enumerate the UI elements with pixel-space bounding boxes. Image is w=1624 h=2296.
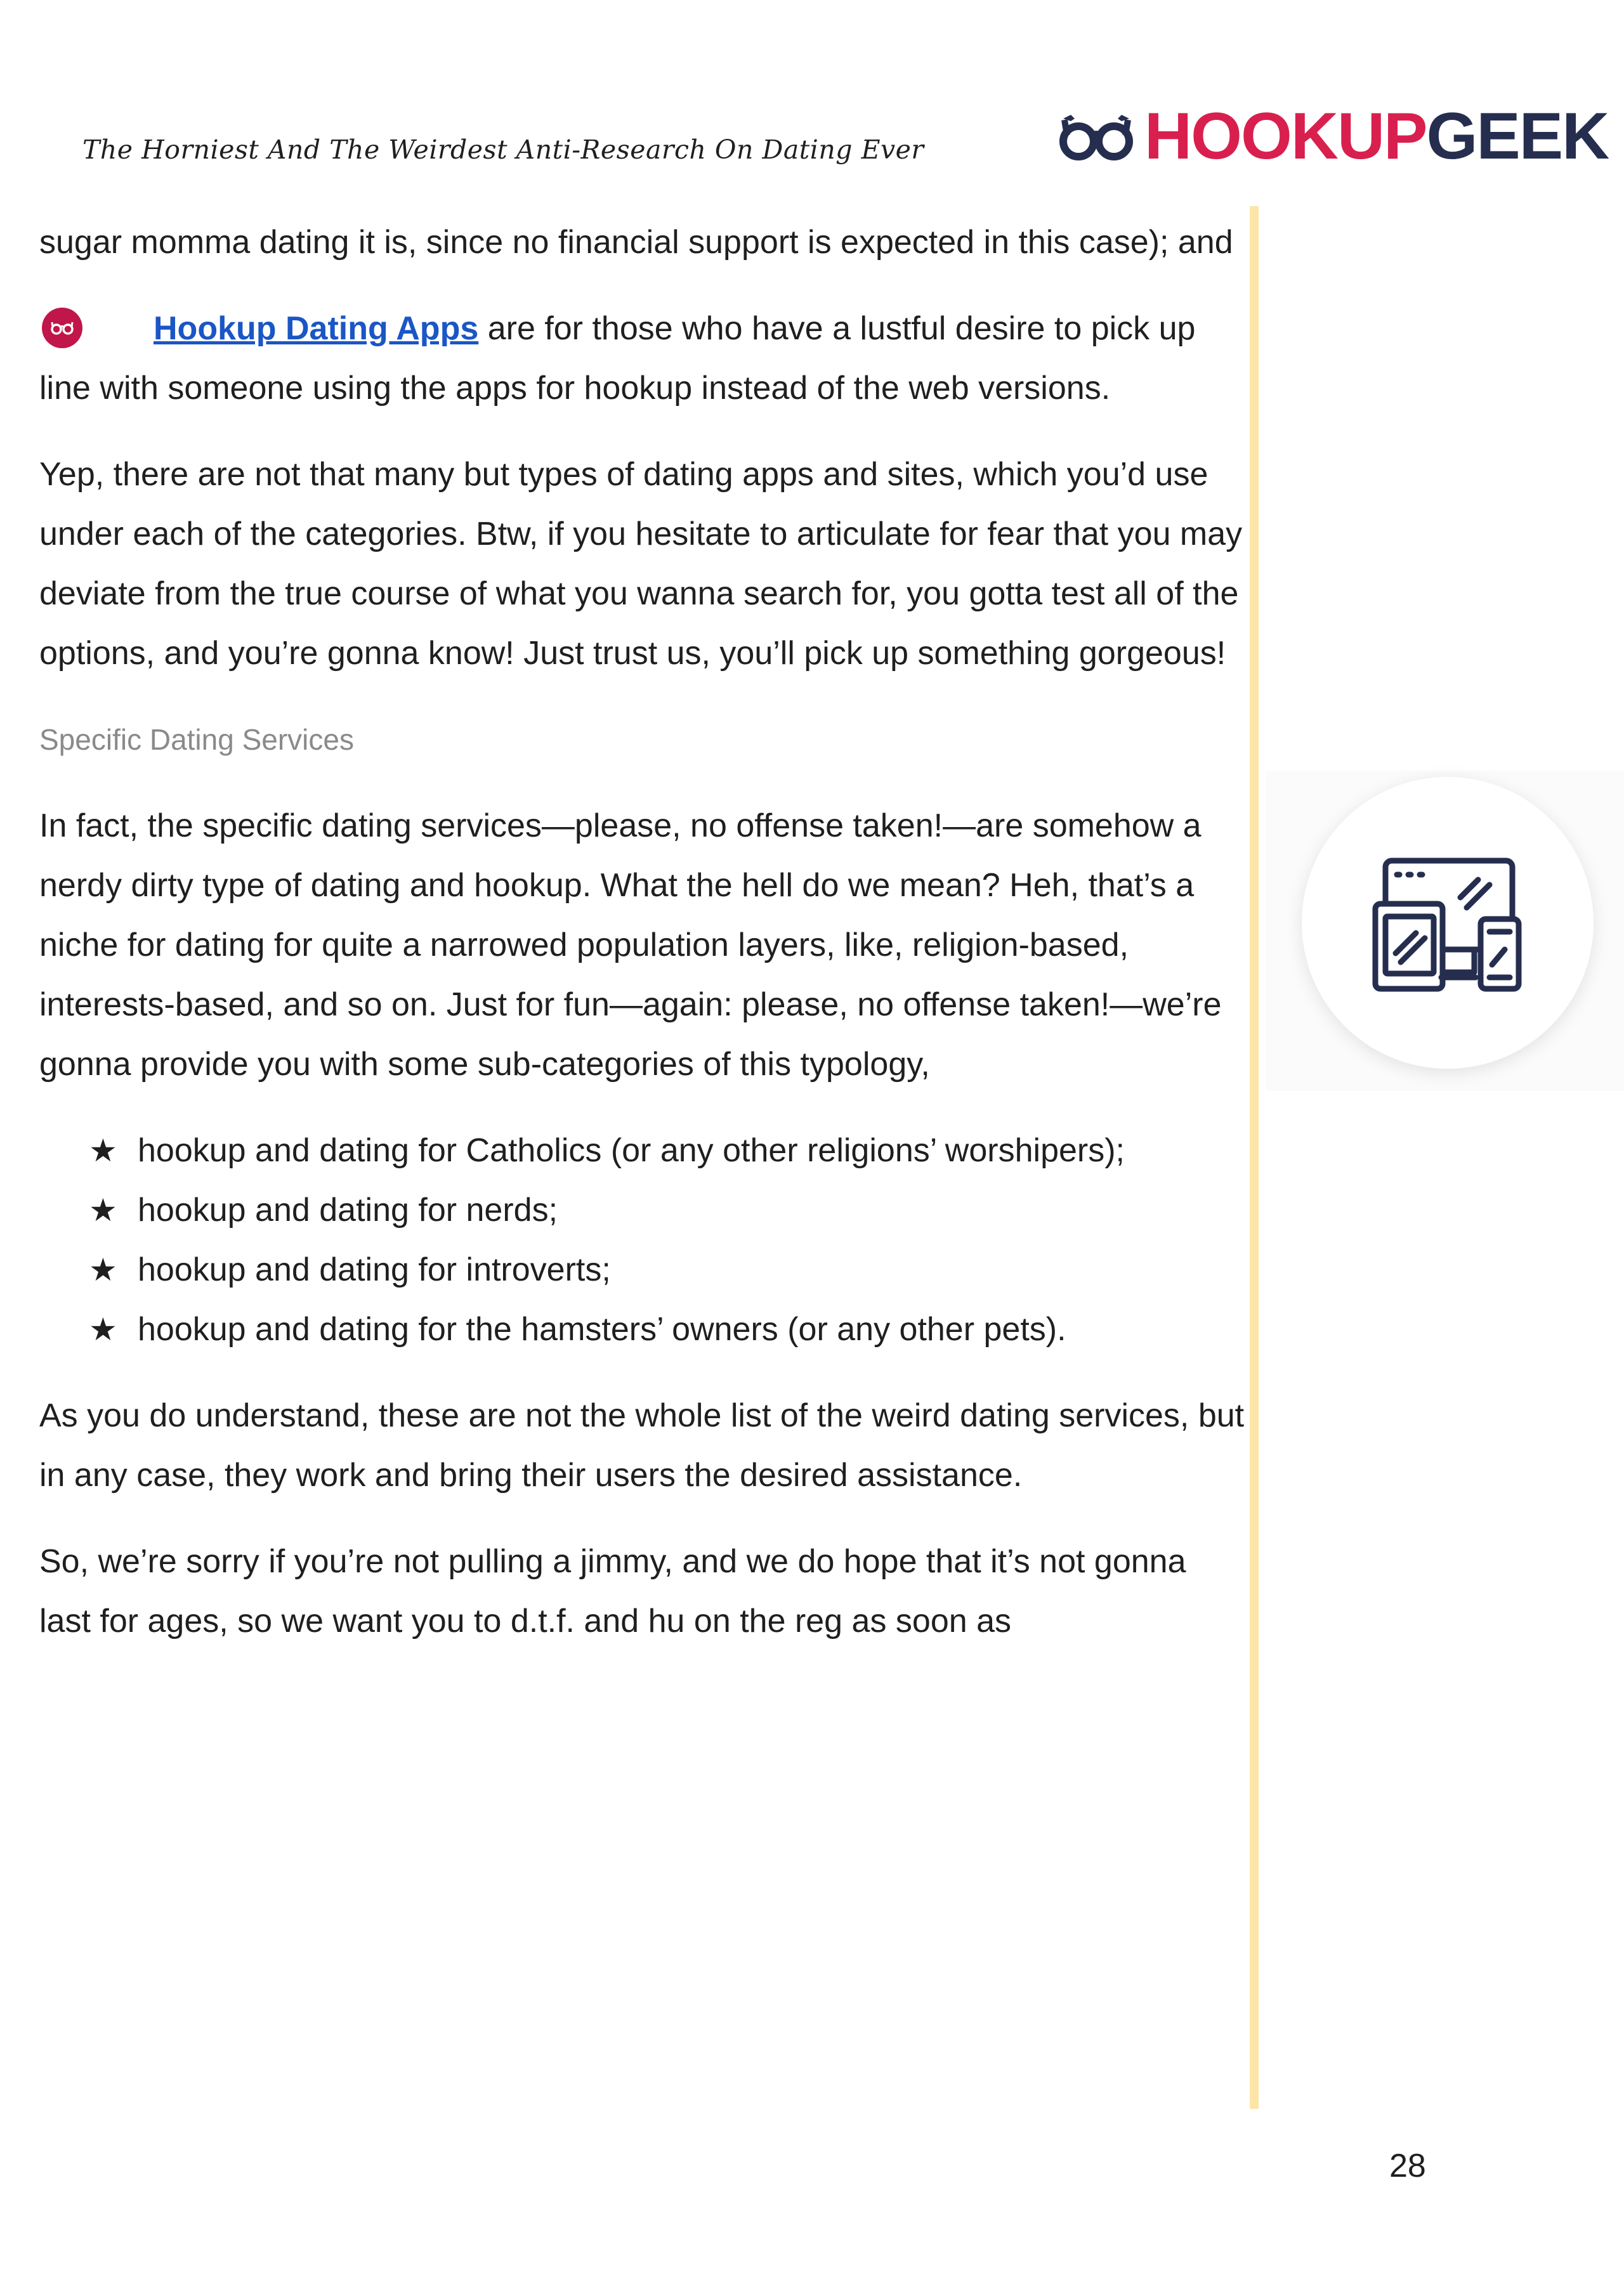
page-number: 28 <box>1389 2148 1426 2184</box>
section-subheading: Specific Dating Services <box>39 723 354 756</box>
paragraph-continuation: sugar momma dating it is, since no financial support is expected in this case); and <box>39 224 1233 261</box>
paragraph-types: Yep, there are not that many but types of dating apps and sites, which you’d use under each of the categories. Btw, if you hesitate to articulate for fear that you may deviate from the true course of what you wanna search for, you gotta test all of the options, and you’re gonna know! Just trust us, you’ll pick up something gorgeous! <box>39 456 1243 672</box>
vertical-divider <box>1250 206 1259 2109</box>
devices-icon <box>1372 853 1524 993</box>
sidebar-icon-circle <box>1302 777 1594 1069</box>
list-item: ★ hookup and dating for Catholics (or any other religions’ worshipers); <box>39 1121 1245 1180</box>
brand-logo[interactable] <box>1058 101 1608 171</box>
article-body <box>39 212 1245 1678</box>
paragraph-sorry: So, we’re sorry if you’re not pulling a jimmy, and we do hope that it’s not gonna last for ages, so we want you to d.t.f. and hu on the reg as soon as <box>39 1543 1186 1640</box>
logo-text-hookup: HOOKUP <box>1144 100 1427 173</box>
header-tagline: The Horniest And The Weirdest Anti-Research On Dating Ever <box>82 134 924 165</box>
list-item: ★ hookup and dating for nerds; <box>39 1180 1245 1240</box>
paragraph-hookup-apps <box>39 299 1245 418</box>
subcategory-list <box>39 1121 1245 1359</box>
list-item: ★ hookup and dating for introverts; <box>39 1240 1245 1300</box>
logo-text-geek: GEEK <box>1426 100 1609 173</box>
paragraph-specific: In fact, the specific dating services—please, no offense taken!—are somehow a nerdy dirty type of dating and hookup. What the hell do we mean? Heh, that’s a niche for dating for quite a narrowed population layers, like, religion-based, interests-based, and so on. Just for fun—again: please, no offense taken!—we’re gonna provide you with some sub-categories of this typology, <box>39 807 1222 1083</box>
star-icon: ★ <box>89 1311 117 1348</box>
hookup-dating-apps-link[interactable]: Hookup Dating Apps <box>154 310 479 347</box>
star-icon: ★ <box>89 1251 117 1288</box>
star-icon: ★ <box>89 1192 117 1229</box>
glasses-icon <box>1058 110 1134 163</box>
list-item: ★ hookup and dating for the hamsters’ owners (or any other pets). <box>39 1300 1245 1359</box>
paragraph-understand: As you do understand, these are not the whole list of the weird dating services, but in any case, they work and bring their users the desired assistance. <box>39 1397 1245 1494</box>
star-icon: ★ <box>89 1132 117 1169</box>
hookup-apps-text: are for those who have a lustful desire to pick up line with someone using the apps for hookup instead of the web versions. <box>39 310 1196 407</box>
bullet-logo-icon <box>42 308 82 348</box>
